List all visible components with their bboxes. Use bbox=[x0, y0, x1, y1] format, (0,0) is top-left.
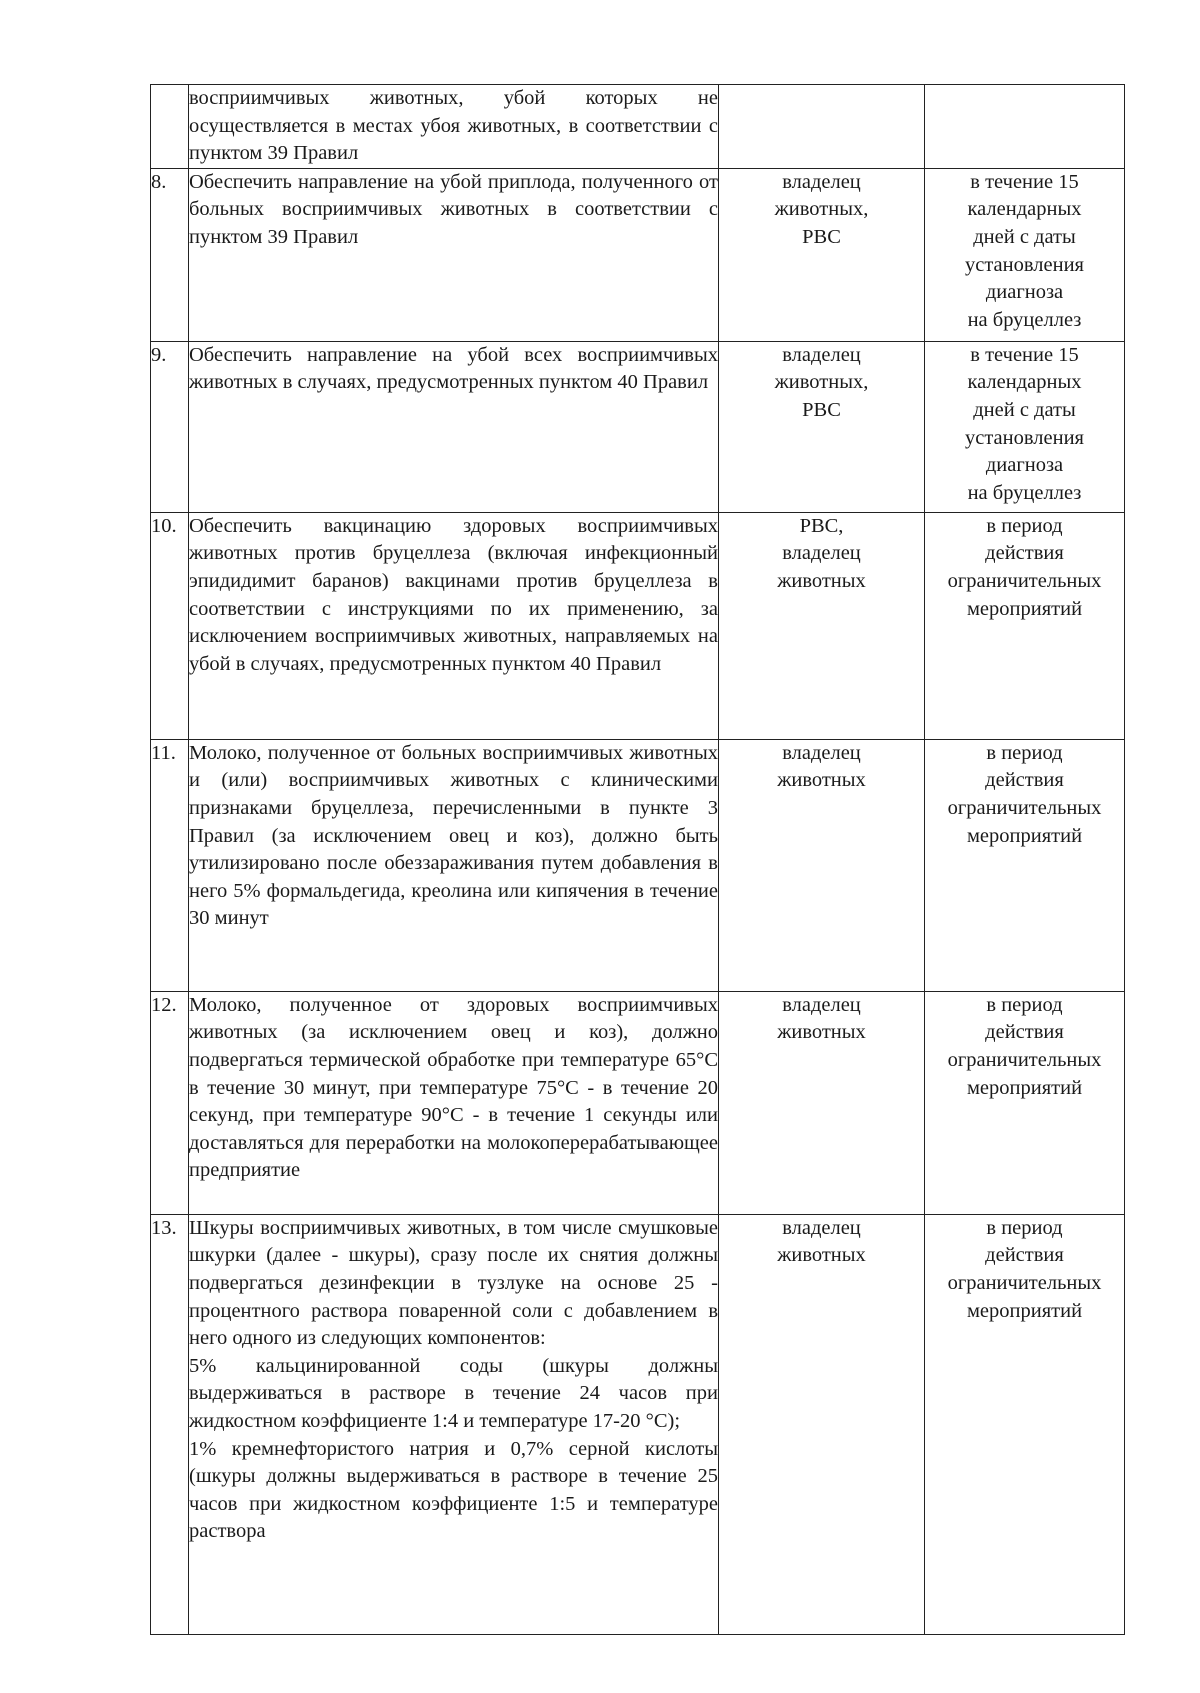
deadline-cell bbox=[925, 341, 1125, 512]
deadline-line: в период bbox=[986, 741, 1063, 764]
deadline-line: дней с даты bbox=[973, 225, 1076, 248]
measure-text: Обеспечить направление на убой всех восприимчивых животных в случаях, предусмотренных пунктом 40 Правил bbox=[189, 341, 719, 512]
responsible-cell bbox=[719, 85, 925, 169]
responsible-cell bbox=[719, 739, 925, 991]
responsible-cell bbox=[719, 991, 925, 1214]
measure-text: восприимчивых животных, убой которых не осуществляется в местах убоя животных, в соответствии с пунктом 39 Правил bbox=[189, 85, 719, 169]
deadline-line: календарных bbox=[967, 198, 1082, 221]
responsible-cell bbox=[719, 168, 925, 341]
deadline-line: в период bbox=[986, 993, 1063, 1016]
responsible-line: животных bbox=[777, 569, 866, 592]
deadline-cell bbox=[925, 1214, 1125, 1634]
deadline-cell bbox=[925, 739, 1125, 991]
responsible-line: владелец bbox=[782, 542, 861, 565]
table-row bbox=[151, 85, 1125, 169]
deadline-line: диагноза bbox=[985, 454, 1064, 477]
deadline-line: на бруцеллез bbox=[967, 308, 1082, 331]
deadline-line: в течение 15 bbox=[970, 343, 1079, 366]
measure-paragraph: Шкуры восприимчивых животных, в том числе смушковые шкурки (далее - шкуры), сразу после их снятия должны подвергаться дезинфекции в тузлуке на основе 25 - процентного раствора поваренной соли с добавлением в него одного из следующих компонентов: bbox=[189, 1216, 718, 1350]
table-row bbox=[151, 991, 1125, 1214]
table-row bbox=[151, 512, 1125, 739]
deadline-cell bbox=[925, 512, 1125, 739]
table-row bbox=[151, 341, 1125, 512]
deadline-cell bbox=[925, 85, 1125, 169]
responsible-line: животных bbox=[777, 1021, 866, 1044]
deadline-line: мероприятий bbox=[966, 824, 1083, 847]
responsible-line: владелец bbox=[782, 1216, 861, 1239]
deadline-line: ограничительных bbox=[947, 1271, 1102, 1294]
deadline-line: мероприятий bbox=[966, 1299, 1083, 1322]
deadline-line: действия bbox=[985, 542, 1064, 565]
responsible-line: РВС bbox=[802, 225, 841, 248]
responsible-cell bbox=[719, 341, 925, 512]
row-number: 12. bbox=[151, 991, 189, 1214]
measures-table bbox=[150, 84, 1125, 1635]
deadline-line: в период bbox=[986, 514, 1063, 537]
responsible-line: животных, bbox=[774, 198, 869, 221]
deadline-cell bbox=[925, 168, 1125, 341]
measure-text: Обеспечить направление на убой приплода, полученного от больных восприимчивых животных в соответствии с пунктом 39 Правил bbox=[189, 168, 719, 341]
row-number bbox=[151, 85, 189, 169]
table-row bbox=[151, 1214, 1125, 1634]
responsible-cell bbox=[719, 1214, 925, 1634]
row-number: 13. bbox=[151, 1214, 189, 1634]
deadline-line: диагноза bbox=[985, 281, 1064, 304]
row-number: 11. bbox=[151, 739, 189, 991]
responsible-line: владелец bbox=[782, 993, 861, 1016]
deadline-cell bbox=[925, 991, 1125, 1214]
deadline-line: действия bbox=[985, 769, 1064, 792]
measure-text: Молоко, полученное от здоровых восприимчивых животных (за исключением овец и коз), должно подвергаться термической обработке при температуре 65°С в течение 30 минут, при температуре 75°С - в течение 20 секунд, при температуре 90°С - в течение 1 секунды или доставляться для переработки на молокоперерабатывающее предприятие bbox=[189, 991, 719, 1214]
deadline-line: установления bbox=[965, 253, 1084, 276]
responsible-line: владелец bbox=[782, 343, 861, 366]
deadline-line: в период bbox=[986, 1216, 1063, 1239]
deadline-line: дней с даты bbox=[973, 398, 1076, 421]
responsible-line: владелец bbox=[782, 741, 861, 764]
responsible-line: РВС, bbox=[799, 514, 844, 537]
deadline-line: в течение 15 bbox=[970, 170, 1079, 193]
measure-text: Обеспечить вакцинацию здоровых восприимчивых животных против бруцеллеза (включая инфекционный эпидидимит баранов) вакцинами против бруцеллеза в соответствии с инструкциями по их применению, за исключением восприимчивых животных, направляемых на убой в случаях, предусмотренных пунктом 40 Правил bbox=[189, 512, 719, 739]
row-number: 10. bbox=[151, 512, 189, 739]
measure-text bbox=[189, 1214, 719, 1634]
deadline-line: действия bbox=[985, 1244, 1064, 1267]
measure-text: Молоко, полученное от больных восприимчивых животных и (или) восприимчивых животных с клиническими признаками бруцеллеза, перечисленными в пункте 3 Правил (за исключением овец и коз), должно быть утилизировано после обеззараживания путем добавления в него 5% формальдегида, креолина или кипячения в течение 30 минут bbox=[189, 739, 719, 991]
deadline-line: ограничительных bbox=[947, 1048, 1102, 1071]
deadline-line: на бруцеллез bbox=[967, 481, 1082, 504]
table-row bbox=[151, 739, 1125, 991]
measure-paragraph: 1% кремнефтористого натрия и 0,7% серной кислоты (шкуры должны выдерживаться в растворе в течение 25 часов при жидкостном коэффициенте 1:5 и температуре раствора bbox=[189, 1437, 718, 1543]
deadline-line: ограничительных bbox=[947, 796, 1102, 819]
deadline-line: календарных bbox=[967, 371, 1082, 394]
row-number: 9. bbox=[151, 341, 189, 512]
responsible-cell bbox=[719, 512, 925, 739]
responsible-line: животных bbox=[777, 769, 866, 792]
table-row bbox=[151, 168, 1125, 341]
measures-table-body bbox=[151, 85, 1125, 1635]
deadline-line: мероприятий bbox=[966, 1076, 1083, 1099]
deadline-line: ограничительных bbox=[947, 569, 1102, 592]
responsible-line: владелец bbox=[782, 170, 861, 193]
responsible-line: животных, bbox=[774, 371, 869, 394]
measure-paragraph: 5% кальцинированной соды (шкуры должны выдерживаться в растворе в течение 24 часов при жидкостном коэффициенте 1:4 и температуре 17-20 °С); bbox=[189, 1354, 718, 1432]
deadline-line: установления bbox=[965, 426, 1084, 449]
responsible-line: животных bbox=[777, 1244, 866, 1267]
responsible-line: РВС bbox=[802, 398, 841, 421]
deadline-line: мероприятий bbox=[966, 597, 1083, 620]
deadline-line: действия bbox=[985, 1021, 1064, 1044]
row-number: 8. bbox=[151, 168, 189, 341]
